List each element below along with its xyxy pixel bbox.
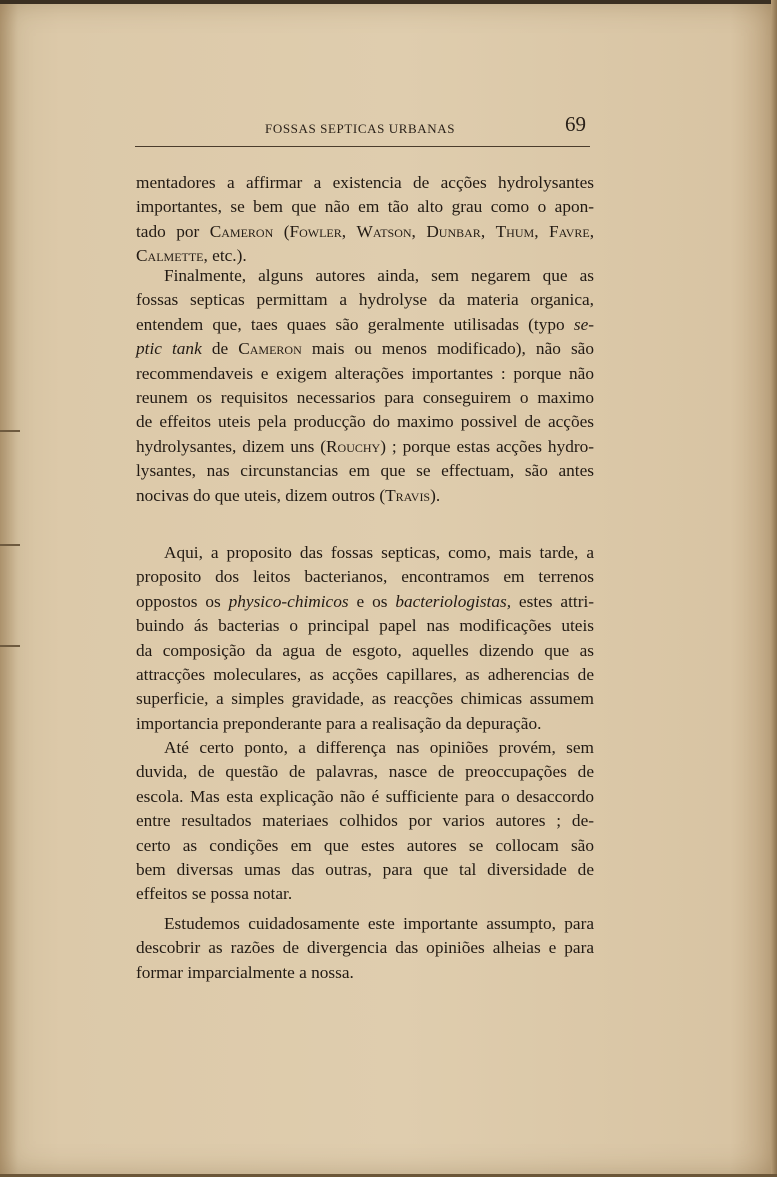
text-line: ptic tank de Cameron mais ou menos modificado), não são	[136, 339, 594, 359]
text-line: formar imparcialmente a nossa.	[136, 962, 354, 982]
text-line: recommendaveis e exigem alterações importantes : porque não	[136, 363, 594, 383]
author-name: Calmette	[136, 246, 204, 266]
text-line: nocivas do que uteis, dizem outros (Travis).	[136, 485, 441, 505]
text-line: Aqui, a proposito das fossas septicas, como, mais tarde, a	[164, 543, 594, 562]
text-line: buindo ás bacterias o principal papel nas modificações uteis	[136, 616, 594, 636]
text-line: Estudemos cuidadosamente este importante assumpto, para	[164, 914, 594, 933]
running-title: FOSSAS SEPTICAS URBANAS	[265, 121, 456, 136]
author-name: Watson	[356, 221, 412, 241]
margin-mark	[0, 645, 20, 647]
text-line: lysantes, nas circunstancias em que se effectuam, são antes	[136, 461, 594, 481]
text-line: certo as condições em que estes autores se collocam são	[136, 835, 594, 855]
text-line: importancia preponderante para a realisação da depuração.	[136, 713, 542, 733]
running-head	[135, 112, 590, 142]
paragraph-1	[136, 171, 594, 269]
text-line: mentadores a affirmar a existencia de acções hydrolysantes	[136, 173, 594, 192]
header-rule	[135, 146, 590, 147]
text-line: tado por Cameron (Fowler, Watson, Dunbar, Thum, Favre,	[136, 221, 595, 241]
text-line: Até certo ponto, a differença nas opiniões provém, sem	[164, 738, 594, 757]
text-line: de effeitos uteis pela producção do maximo possivel de acções	[136, 412, 594, 432]
text-line: entendem que, taes quaes são geralmente utilisadas (typo se-	[136, 314, 594, 334]
text-line: da composição da agua de esgoto, aquelles dizendo que as	[136, 640, 594, 660]
margin-mark	[0, 430, 20, 432]
margin-mark	[0, 544, 20, 546]
author-name: Travis	[385, 485, 431, 505]
text-line: Finalmente, alguns autores ainda, sem negarem que as	[164, 266, 594, 285]
paragraph-2	[136, 264, 594, 508]
paragraph-4	[136, 736, 594, 907]
author-name: Thum	[495, 221, 535, 241]
text-line: escola. Mas esta explicação não é sufficiente para o desaccordo	[136, 786, 594, 806]
author-name: Cameron	[209, 221, 274, 241]
text-line: effeitos se possa notar.	[136, 884, 293, 904]
text-line: entre resultados materiaes colhidos por varios autores ; de-	[136, 811, 594, 831]
text-line: Calmette, etc.).	[136, 246, 247, 266]
text-line: bem diversas umas das outras, para que tal diversidade de	[136, 860, 594, 880]
page-number: 69	[565, 112, 586, 136]
text-line: duvida, de questão de palavras, nasce de preoccupações de	[136, 762, 594, 782]
paragraph-5	[136, 912, 594, 985]
text-line: oppostos os physico-chimicos e os bacteriologistas, estes attri-	[136, 591, 594, 611]
page-top-edge	[0, 0, 777, 4]
author-name: Cameron	[238, 339, 302, 359]
author-name: Favre	[548, 221, 590, 241]
text-line: proposito dos leitos bacterianos, encontramos em terrenos	[136, 567, 594, 587]
text-line: superficie, a simples gravidade, as reacções chimicas assumem	[136, 689, 594, 709]
text-line: descobrir as razões de divergencia das opiniões alheias e para	[136, 938, 594, 958]
author-name: Rouchy	[326, 436, 381, 456]
paragraph-3	[136, 541, 594, 736]
text-line: fossas septicas permittam a hydrolyse da materia organica,	[136, 290, 594, 310]
page-right-edge	[771, 0, 777, 1177]
text-line: hydrolysantes, dizem uns (Rouchy) ; porque estas acções hydro-	[136, 436, 594, 456]
text-line: attracções moleculares, as acções capillares, as adherencias de	[136, 665, 594, 685]
author-name: Dunbar	[426, 221, 481, 241]
text-line: importantes, se bem que não em tão alto grau como o apon-	[136, 197, 594, 217]
text-line: reunem os requisitos necessarios para conseguirem o maximo	[136, 388, 594, 408]
author-name: Fowler	[289, 221, 342, 241]
